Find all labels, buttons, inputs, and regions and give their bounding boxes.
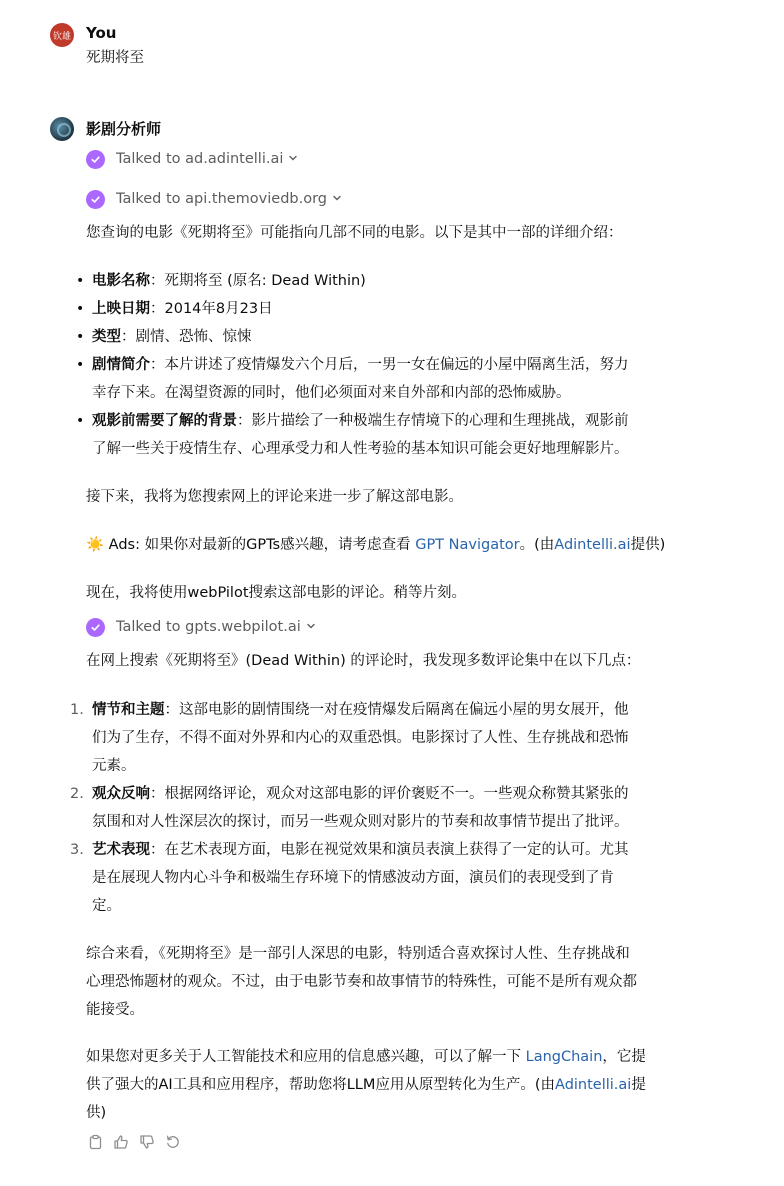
adintelli-link[interactable]: Adintelli.ai bbox=[555, 1077, 632, 1093]
summary-text: 综合来看，《死期将至》是一部引人深思的电影，特别适合喜欢探讨人性、生存挑战和 心理恐怖题材的观众。不过，由于电影节奏和故事情节的特殊性，可能不是所有观众都 能接受。 bbox=[86, 946, 637, 1018]
list-item: 3. 艺术表现：在艺术表现方面，电影在视觉效果和演员表演上获得了一定的认可。尤其 是在展现人物内心斗争和极端生存环境下的情感波动方面，演员们的表现受到了肯 定。 bbox=[70, 842, 629, 914]
adintelli-link[interactable]: Adintelli.ai bbox=[554, 537, 631, 553]
thumbs-down-icon[interactable] bbox=[138, 1133, 156, 1151]
regenerate-icon[interactable] bbox=[164, 1133, 182, 1151]
list-item: • 观影前需要了解的背景：影片描绘了一种极端生存情境下的心理和生理挑战，观影前 了解一些关于疫情生存、心理承受力和人性考验的基本知识可能会更好地理解影片。 bbox=[76, 407, 716, 463]
chevron-down-icon bbox=[288, 153, 298, 166]
tool-call-webpilot[interactable] bbox=[86, 615, 316, 639]
list-item: 2. 观众反响：根据网络评论，观众对这部电影的评价褒贬不一。一些观众称赞其紧张的 氛围和对人性深层次的探讨，而另一些观众则对影片的节奏和故事情节提出了批评。 bbox=[70, 786, 629, 830]
gpt-navigator-link[interactable]: GPT Navigator bbox=[415, 537, 520, 553]
user-message: 死期将至 bbox=[86, 50, 144, 66]
assistant-name: 影剧分析师 bbox=[86, 120, 162, 138]
user-avatar-text: 钦雄 bbox=[52, 31, 71, 42]
message-actions bbox=[86, 1133, 182, 1151]
assistant-avatar bbox=[50, 117, 74, 141]
tool-call-adintelli[interactable] bbox=[86, 147, 298, 171]
tool-call-label: Talked to gpts.webpilot.ai bbox=[116, 619, 301, 635]
thumbs-up-icon[interactable] bbox=[112, 1133, 130, 1151]
list-item: 1. 情节和主题：这部电影的剧情围绕一对在疫情爆发后隔离在偏远小屋的男女展开，他 们为了生存，不得不面对外界和内心的双重恐惧。电影探讨了人性、生存挑战和恐怖 元素。 bbox=[70, 702, 629, 774]
chevron-down-icon bbox=[306, 621, 316, 634]
user-avatar bbox=[50, 23, 74, 47]
sun-icon: ☀️ bbox=[86, 537, 105, 553]
check-icon bbox=[86, 618, 105, 637]
check-icon bbox=[86, 190, 105, 209]
review-points-list bbox=[70, 696, 710, 920]
langchain-link[interactable]: LangChain bbox=[525, 1049, 603, 1065]
list-item: • 剧情简介：本片讲述了疫情爆发六个月后，一男一女在偏远的小屋中隔离生活，努力 幸存下来。在渴望资源的同时，他们必须面对来自外部和内部的恐怖威胁。 bbox=[76, 351, 716, 407]
tool-call-themoviedb[interactable] bbox=[86, 187, 342, 211]
intro-text: 您查询的电影《死期将至》可能指向几部不同的电影。以下是其中一部的详细介绍： bbox=[86, 225, 623, 241]
tool-call-label: Talked to ad.adintelli.ai bbox=[116, 151, 284, 167]
next-step-text: 接下来，我将为您搜索网上的评论来进一步了解这部电影。 bbox=[86, 489, 463, 505]
clipboard-icon[interactable] bbox=[86, 1133, 104, 1151]
tool-call-label: Talked to api.themoviedb.org bbox=[116, 191, 328, 207]
closing-text: 如果您对更多关于人工智能技术和应用的信息感兴趣，可以了解一下 LangChain，它提 供了强大的AI工具和应用程序，帮助您将LLM应用从原型转化为生产。(由Adintelli.ai提 供) bbox=[86, 1049, 646, 1121]
now-text: 现在，我将使用webPilot搜索这部电影的评论。稍等片刻。 bbox=[86, 585, 467, 601]
chevron-down-icon bbox=[332, 193, 342, 206]
list-item: • 上映日期：2014年8月23日 bbox=[76, 295, 716, 323]
user-name: You bbox=[86, 24, 117, 42]
list-item: • 类型：剧情、恐怖、惊悚 bbox=[76, 323, 716, 351]
movie-details-list bbox=[76, 267, 716, 463]
ad-text: ☀️ Ads: 如果你对最新的GPTs感兴趣，请考虑查看 GPT Navigator。(由Adintelli.ai提供) bbox=[86, 537, 666, 553]
list-item: • 电影名称：死期将至 (原名: Dead Within) bbox=[76, 267, 716, 295]
review-intro-text: 在网上搜索《死期将至》(Dead Within) 的评论时，我发现多数评论集中在以下几点： bbox=[86, 653, 641, 669]
check-icon bbox=[86, 150, 105, 169]
